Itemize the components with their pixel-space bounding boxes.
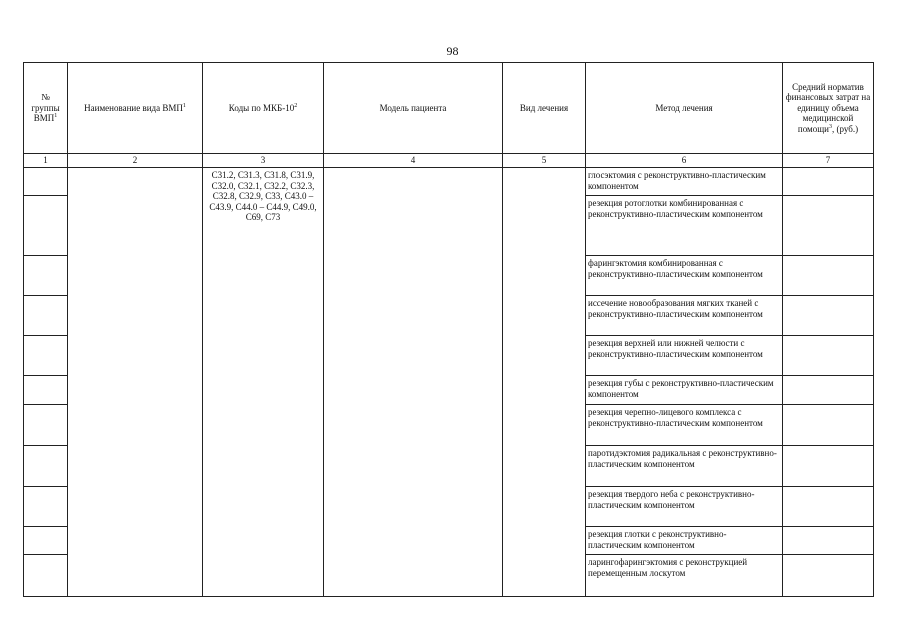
method-cell: резекция верхней или нижней челюсти с реконструктивно-пластическим компонентом bbox=[586, 336, 783, 376]
column-number: 4 bbox=[324, 154, 503, 168]
header-codes: Коды по МКБ-$10^2$ bbox=[203, 63, 324, 154]
header-method: Метод лечения bbox=[586, 63, 783, 154]
norm-cell bbox=[783, 405, 874, 446]
norm-cell bbox=[783, 256, 874, 296]
method-cell: ларингофарингэктомия с реконструкцией перемещенным лоскутом bbox=[586, 555, 783, 597]
group-no-cell bbox=[24, 336, 68, 376]
method-cell: резекция глотки с реконструктивно-пластическим компонентом bbox=[586, 527, 783, 555]
patient-model-cell bbox=[324, 168, 503, 597]
group-no-cell bbox=[24, 256, 68, 296]
treatment-type-cell bbox=[503, 168, 586, 597]
page-number: 98 bbox=[446, 44, 459, 58]
group-no-cell bbox=[24, 196, 68, 256]
header-norm: Средний норматив финансовых затрат на единицу объема медицинской помощи$^3$, (руб.) bbox=[783, 63, 874, 154]
group-no-cell bbox=[24, 446, 68, 487]
vmp-table bbox=[23, 62, 874, 597]
column-number: 7 bbox=[783, 154, 874, 168]
group-no-cell bbox=[24, 376, 68, 405]
norm-cell bbox=[783, 446, 874, 487]
group-no-cell bbox=[24, 555, 68, 597]
column-number: 2 bbox=[68, 154, 203, 168]
group-no-cell bbox=[24, 168, 68, 196]
method-cell: глосэктомия с реконструктивно-пластическим компонентом bbox=[586, 168, 783, 196]
header-row bbox=[24, 63, 874, 154]
group-no-cell bbox=[24, 296, 68, 336]
norm-cell bbox=[783, 296, 874, 336]
norm-cell bbox=[783, 376, 874, 405]
method-cell: резекция ротоглотки комбинированная с реконструктивно-пластическим компонентом bbox=[586, 196, 783, 256]
codes-cell: C31.2, C31.3, C31.8, C31.9, C32.0, C32.1, C32.2, C32.3, C32.8, C32.9, C33, C43.0 – C43.9, C44.0 – C44.9, C49.0, C69, C73 bbox=[203, 168, 324, 597]
group-no-cell bbox=[24, 405, 68, 446]
group-no-cell bbox=[24, 527, 68, 555]
norm-cell bbox=[783, 196, 874, 256]
column-numbers-row bbox=[24, 154, 874, 168]
column-number: 1 bbox=[24, 154, 68, 168]
method-cell: паротидэктомия радикальная с реконструктивно-пластическим компонентом bbox=[586, 446, 783, 487]
column-number: 5 bbox=[503, 154, 586, 168]
group-no-cell bbox=[24, 487, 68, 527]
method-cell: резекция черепно-лицевого комплекса с реконструктивно-пластическим компонентом bbox=[586, 405, 783, 446]
method-cell: резекция твердого неба с реконструктивно-пластическим компонентом bbox=[586, 487, 783, 527]
column-number: 6 bbox=[586, 154, 783, 168]
header-type-name: Наименование вида ВМП$^1$ bbox=[68, 63, 203, 154]
table-row bbox=[24, 168, 874, 196]
header-group-no: № группы ВМП$^1$ bbox=[24, 63, 68, 154]
norm-cell bbox=[783, 168, 874, 196]
header-treatment-type: Вид лечения bbox=[503, 63, 586, 154]
column-number: 3 bbox=[203, 154, 324, 168]
method-cell: иссечение новообразования мягких тканей с реконструктивно-пластическим компонентом bbox=[586, 296, 783, 336]
header-patient-model: Модель пациента bbox=[324, 63, 503, 154]
method-cell: фарингэктомия комбинированная с реконструктивно-пластическим компонентом bbox=[586, 256, 783, 296]
type-name-cell bbox=[68, 168, 203, 597]
norm-cell bbox=[783, 336, 874, 376]
norm-cell bbox=[783, 487, 874, 527]
norm-cell bbox=[783, 527, 874, 555]
method-cell: резекция губы с реконструктивно-пластическим компонентом bbox=[586, 376, 783, 405]
norm-cell bbox=[783, 555, 874, 597]
